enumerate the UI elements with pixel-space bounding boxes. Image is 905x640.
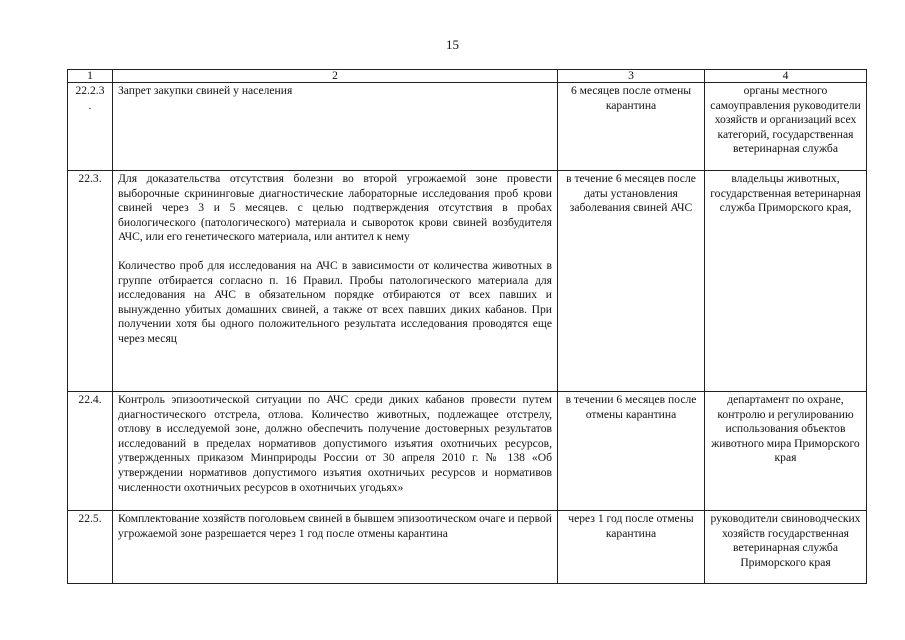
measure-text (113, 511, 558, 584)
table-row (68, 83, 867, 171)
table-header-row (68, 70, 867, 83)
term-cell: 6 месяцев после отмены карантина (558, 83, 705, 171)
responsible-cell: владельцы животных, государственная ветеринарная служба Приморского края, (705, 171, 867, 392)
column-header: 1 (68, 70, 113, 83)
responsible-cell: департамент по охране, контролю и регулированию использования объектов животного мира Приморского края (705, 392, 867, 511)
measure-paragraph: Количество проб для исследования на АЧС в зависимости от количества животных в группе отбирается согласно п. 16 Правил. Пробы патологического материала для исследования на АЧС в обязательном порядке отбираются от всех павших и вынужденно убитых домашних свиней, а также от всех павших диких кабанов. При получении хотя бы одного положительного результата исследования проводятся еще через месяц (118, 258, 552, 345)
column-header: 2 (113, 70, 558, 83)
term-cell: через 1 год после отмены карантина (558, 511, 705, 584)
row-number-text: 22.3. (78, 172, 102, 185)
column-header: 3 (558, 70, 705, 83)
table-row (68, 511, 867, 584)
column-header: 4 (705, 70, 867, 83)
row-number-text: 22.5. (78, 512, 102, 525)
row-number-text: 22.4. (78, 393, 102, 406)
measures-table (67, 69, 867, 584)
row-number-text: 22.2.3 (75, 84, 105, 97)
measure-text (113, 171, 558, 392)
measure-text (113, 392, 558, 511)
row-number (68, 83, 113, 171)
responsible-cell: органы местного самоуправления руководители хозяйств и организаций всех категорий, государственная ветеринарная служба (705, 83, 867, 171)
responsible-cell: руководители свиноводческих хозяйств государственная ветеринарная служба Приморского края (705, 511, 867, 584)
measure-text (113, 83, 558, 171)
measure-paragraph: Для доказательства отсутствия болезни во второй угрожаемой зоне провести выборочные скрининговые диагностические лабораторные исследования проб крови свиней через 3 и 5 месяцев. с целью подтверждения отсутствия в пробах биологического (патологического) материала и сывороток крови свиней возбудителя АЧС, или его генетического материала, или антител к нему (118, 172, 552, 244)
measure-paragraph: Контроль эпизоотической ситуации по АЧС среди диких кабанов провести путем диагностического отстрела, отлова. Количество животных, подлежащее отстрелу, отлову в исследуемой зоне, должно обеспечить получение достоверных результатов исследований в пределах нормативов допустимого изъятия охотничьих ресурсов, утвержденных приказом Минприроды России от 30 апреля 2010 г. № 138 «Об утверждении нормативов допустимого изъятия охотничьих ресурсов и нормативов численности охотничьих ресурсов в охотничьих угодьях» (118, 393, 552, 494)
measure-paragraph: Запрет закупки свиней у населения (118, 84, 293, 97)
row-number (68, 171, 113, 392)
term-cell: в течении 6 месяцев после отмены карантина (558, 392, 705, 511)
row-number (68, 511, 113, 584)
page-number: 15 (446, 37, 459, 52)
row-number-suffix: . (88, 98, 92, 112)
table-row (68, 171, 867, 392)
table-row (68, 392, 867, 511)
measure-paragraph: Комплектование хозяйств поголовьем свиней в бывшем эпизоотическом очаге и первой угрожаемой зоне разрешается через 1 год после отмены карантина (118, 512, 552, 540)
term-cell: в течение 6 месяцев после даты установления заболевания свиней АЧС (558, 171, 705, 392)
row-number (68, 392, 113, 511)
